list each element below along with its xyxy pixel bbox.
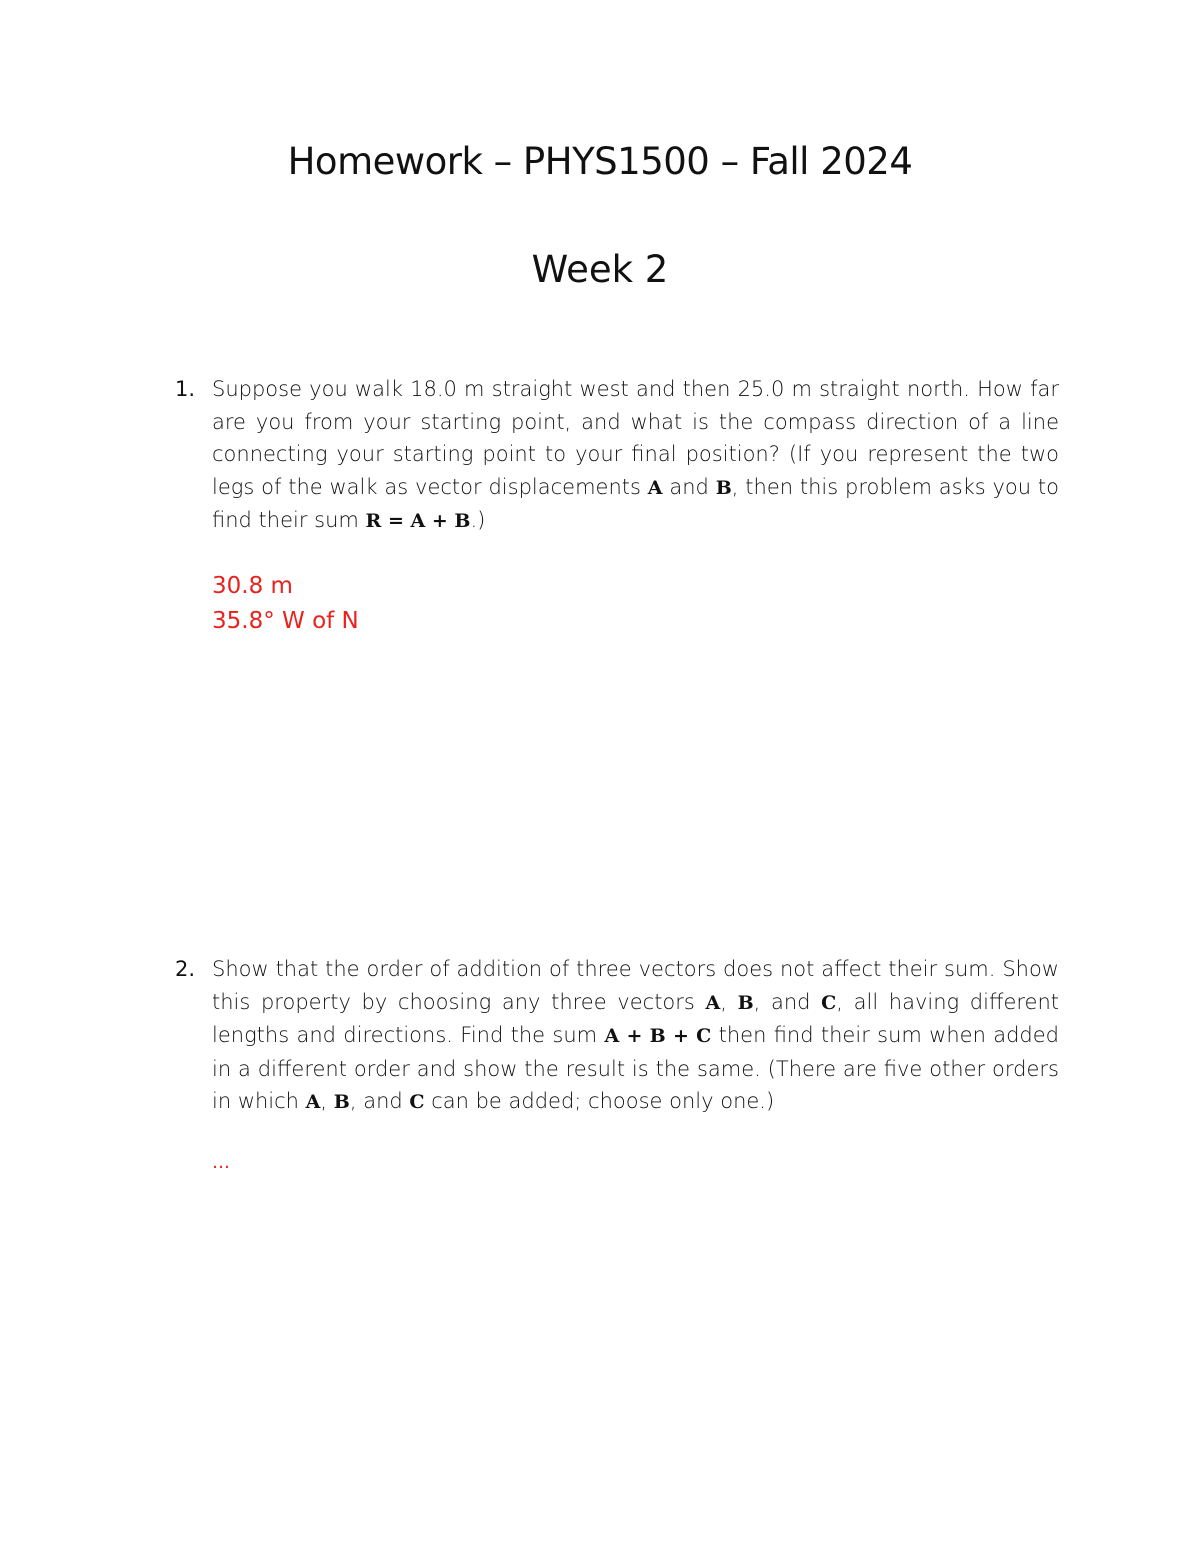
vector-symbol: B: [715, 476, 732, 499]
question-1-answer-direction: 35.8° W of N: [212, 608, 359, 634]
vector-symbol: A: [705, 991, 721, 1014]
page-title: Homework – PHYS1500 – Fall 2024: [287, 140, 913, 183]
question-text-segment: ,: [320, 1089, 334, 1113]
question-text-segment: , and: [349, 1089, 410, 1113]
vector-equation: A + B + C: [604, 1025, 712, 1047]
question-2-text: [212, 953, 1059, 1119]
vector-symbol: B: [333, 1091, 350, 1113]
question-text-segment: , all having different lengths and directions. Find the sum: [212, 989, 1059, 1047]
vector-symbol: A: [647, 476, 663, 499]
question-text-segment: can be added; choose only one.): [424, 1089, 775, 1113]
question-text-segment: then find their sum when added in a different order and show the result is the same. (There are five other orders in which: [212, 1023, 1059, 1113]
page-subtitle: Week 2: [531, 248, 669, 291]
question-1-text: [212, 373, 1059, 538]
question-text-segment: , then this problem asks you to find their sum: [212, 474, 1060, 532]
vector-symbol: B: [737, 991, 754, 1014]
vector-symbol: A: [305, 1091, 321, 1113]
question-text-segment: Suppose you walk 18.0 m straight west and then 25.0 m straight north. How far are you from your starting point, and what is the compass direction of a line connecting your starting point to your final position? (If you represent the two legs of the walk as vector displacements: [212, 377, 1059, 499]
question-text-segment: , and: [753, 989, 822, 1014]
question-text-segment: ,: [720, 989, 738, 1014]
vector-symbol: C: [409, 1091, 425, 1113]
question-text-segment: Show that the order of addition of three vectors does not affect their sum. Show this property by choosing any three vectors: [212, 957, 1059, 1014]
question-1-answer-distance: 30.8 m: [212, 573, 293, 599]
question-2-answer-ellipsis: …: [212, 1152, 232, 1173]
question-text-segment: .): [470, 508, 486, 532]
question-text-segment: and: [662, 474, 716, 499]
question-2-number: 2.: [175, 957, 196, 981]
question-1-number: 1.: [175, 377, 196, 401]
vector-symbol: C: [821, 991, 837, 1014]
vector-equation: R = A + B: [365, 510, 471, 532]
